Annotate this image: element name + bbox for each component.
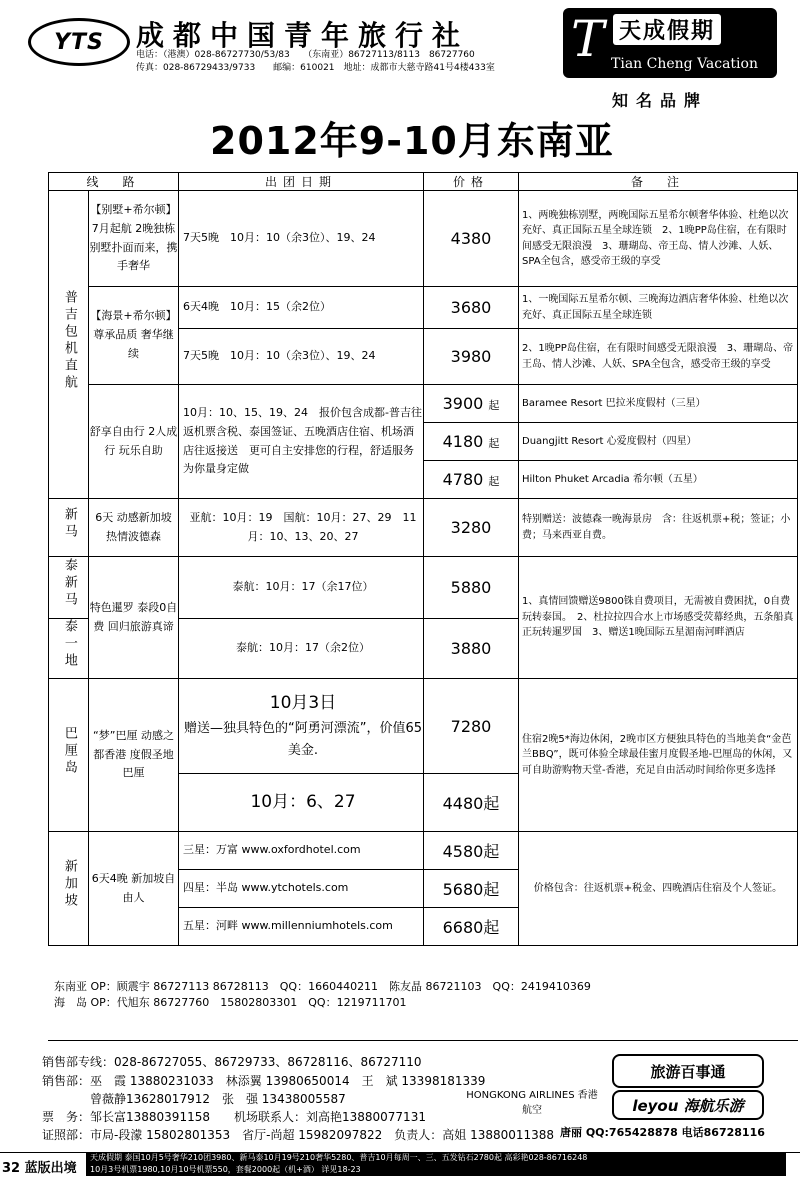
agency-name: 成都中国青年旅行社 [136, 19, 470, 52]
route-xinma: 6天 动感新加坡 热情波德森 [89, 499, 179, 557]
price-sea-2: 3980 [424, 329, 519, 385]
route-sea: 【海景+希尔顿】尊承品质 奢华继续 [89, 287, 179, 385]
region-singapore: 新加坡 [49, 832, 89, 946]
notes-bali: 住宿2晚5*海边休闲，2晚市区方便独具特色的当地美食“金芭兰BBQ”，既可体验全球最佳蜜月度假圣地-巴厘岛的休闲，又可自助游购物天堂-香港，充足自由活动时间给你更多选择 [519, 679, 798, 832]
leyou-logo: leyou 海航乐游 [612, 1090, 764, 1120]
price-villa: 4380 [424, 191, 519, 287]
table-row [49, 557, 798, 619]
price-free-1: 3900 起 [424, 385, 519, 423]
table-row [49, 499, 798, 557]
region-xinma: 新马 [49, 499, 89, 557]
notes-free-2: Duangjitt Resort 心爱度假村（四星） [519, 423, 798, 461]
table-row [49, 385, 798, 423]
price-xinma: 3280 [424, 499, 519, 557]
dates-xinma: 亚航：10月：19 国航：10月：27、29 11月：10、13、20、27 [179, 499, 424, 557]
famous-brand: 知名品牌 [612, 91, 709, 110]
dates-bali-1: 10月3日 赠送—独具特色的“阿勇河漂流”，价值65美金. [179, 679, 424, 774]
col-notes: 备 注 [519, 173, 798, 191]
notes-free-3: Hilton Phuket Arcadia 希尔顿（五星） [519, 461, 798, 499]
price-bali-1: 7280 [424, 679, 519, 774]
dates-thai-1: 泰航：10月：17（余17位） [179, 557, 424, 619]
table-row [49, 832, 798, 870]
hotel-3star: 三星：万富 www.oxfordhotel.com [179, 832, 424, 870]
hotel-5star: 五星：河畔 www.millenniumhotels.com [179, 908, 424, 946]
sales-dept: 销售部：巫 霞 13880231033 林添翼 13980650014 王 斌 13398181339 [42, 1074, 486, 1088]
route-villa: 【别墅+希尔顿】7月起航 2晚独栋别墅扑面而来，携手奢华 [89, 191, 179, 287]
dates-sea-1: 6天4晚 10月：15（余2位） [179, 287, 424, 329]
notes-sea-1: 1、一晚国际五星希尔顿、三晚海边酒店奢华体验、杜绝以次充好、真正国际五星全球连锁 [519, 287, 798, 329]
dates-sea-2: 7天5晚 10月：10（余3位）、19、24 [179, 329, 424, 385]
main-title: 2012年9-10月东南亚 [210, 119, 614, 163]
route-free: 舒享自由行 2人成行 玩乐自助 [89, 385, 179, 499]
tour-brand-logo: 旅游百事通 [612, 1054, 764, 1088]
price-bali-2: 4480起 [424, 774, 519, 832]
region-thai-only: 泰一地 [49, 619, 89, 679]
notes-free-1: Baramee Resort 巴拉米度假村（三星） [519, 385, 798, 423]
visa-dept: 证照部：市局-段濛 15802801353 省厅-尚超 15982097822 负责人：高姐 13880011388 [42, 1128, 555, 1142]
brand-cn: 天成假期 [613, 14, 721, 45]
op-southeast-asia: 东南亚 OP：顾震宇 86727113 86728113 QQ：1660440211 陈友晶 86721103 QQ：2419410369 [54, 980, 591, 993]
brand-letter-icon: T [571, 10, 605, 68]
dates-villa: 7天5晚 10月：10（余3位）、19、24 [179, 191, 424, 287]
price-sea-1: 3680 [424, 287, 519, 329]
table-row [49, 679, 798, 774]
price-4star: 5680起 [424, 870, 519, 908]
notes-singapore: 价格包含：往返机票+税金、四晚酒店住宿及个人签证。 [519, 832, 798, 946]
tour-table [48, 172, 798, 946]
region-bali: 巴厘岛 [49, 679, 89, 832]
ticketing: 票 务：邹长富13880391158 机场联系人：刘高艳13880077131 [42, 1110, 426, 1124]
notes-sea-2: 2、1晚PP岛住宿，在有限时间感受无限浪漫 3、珊瑚岛、帝王岛、情人沙滩、人妖、SPA全包含，感受帝王级的享受 [519, 329, 798, 385]
price-5star: 6680起 [424, 908, 519, 946]
contact-phone: 电话：（港澳）028-86727730/53/83 （东南亚）86727113/8113 86727760 [136, 50, 475, 60]
col-dates: 出团日期 [179, 173, 424, 191]
region-thai-xinma: 泰新马 [49, 557, 89, 619]
route-bali: “梦”巴厘 动感之都香港 度假圣地巴厘 [89, 679, 179, 832]
contact-fax-address: 传真：028-86729433/9733 邮编：610021 地址：成都市大慈寺路41号4楼433室 [136, 63, 495, 73]
hotel-4star: 四星：半岛 www.ytchotels.com [179, 870, 424, 908]
notes-thai: 1、真情回馈赠送9800铢自费项目，无需被自费困扰，0自费玩转泰国。 2、杜拉拉四合水上市场感受荧幕经典，五条船真正玩转暹罗国 3、赠送1晚国际五星湄南河畔酒店 [519, 557, 798, 679]
region-phuket: 普吉包机直航 [49, 191, 89, 499]
sales-hotline: 销售部专线：028-86727055、86729733、86728116、86727110 [42, 1055, 422, 1069]
price-3star: 4580起 [424, 832, 519, 870]
footer-strip: 天成假期 泰国10月5号奢华210团3980、新马泰10月19号210奢华5280、普吉10月每周一、三、五发钻石2780起 高彩艳028-86716248 10月3号机票1980,10月10号机票550，套餐2000起（机+酒） 详见18-23 [86, 1152, 786, 1176]
price-free-2: 4180 起 [424, 423, 519, 461]
notes-villa: 1、两晚独栋别墅，两晚国际五星希尔顿奢华体验、杜绝以次充好、真正国际五星全球连锁 2、1晚PP岛住宿，在有限时间感受无限浪漫 3、珊瑚岛、帝王岛、情人沙滩、人妖、SPA全包含，感受帝王级的享受 [519, 191, 798, 287]
notes-xinma: 特别赠送：波德森一晚海景房 含：往返机票+税；签证；小费；马来西亚自费。 [519, 499, 798, 557]
contact-qq: 唐丽 QQ:765428878 电话86728116 [560, 1126, 765, 1139]
route-thai: 特色暹罗 泰段0自费 回归旅游真谛 [89, 557, 179, 679]
price-thai-1: 5880 [424, 557, 519, 619]
col-price: 价格 [424, 173, 519, 191]
page-label: 32 蓝版出境 [2, 1161, 77, 1176]
dates-free: 10月：10、15、19、24 报价包含成都-普吉往返机票含税、泰国签证、五晚酒店住宿、机场酒店往返接送 更可自主安排您的行程，舒适服务为你量身定做 [179, 385, 424, 499]
agency-logo [28, 18, 130, 66]
price-free-3: 4780 起 [424, 461, 519, 499]
brand-en: Tian Cheng Vacation [611, 56, 758, 72]
logo-text: YTS [54, 29, 104, 55]
dates-bali-2: 10月：6、27 [179, 774, 424, 832]
op-island: 海 岛 OP：代旭东 86727760 15802803301 QQ：1219711701 [54, 996, 407, 1009]
price-thai-2: 3880 [424, 619, 519, 679]
col-route: 线 路 [49, 173, 179, 191]
table-header-row [49, 173, 798, 191]
hk-airlines-logo: HONGKONG AIRLINES 香港航空 [466, 1090, 598, 1116]
dates-thai-2: 泰航：10月：17（余2位） [179, 619, 424, 679]
table-row [49, 191, 798, 287]
table-row [49, 287, 798, 329]
sales-dept-2: 曾薇静13628017912 张 强 13438005587 [42, 1092, 346, 1106]
brand-box [563, 8, 777, 78]
route-singapore: 6天4晚 新加坡自由人 [89, 832, 179, 946]
divider [48, 1040, 798, 1041]
